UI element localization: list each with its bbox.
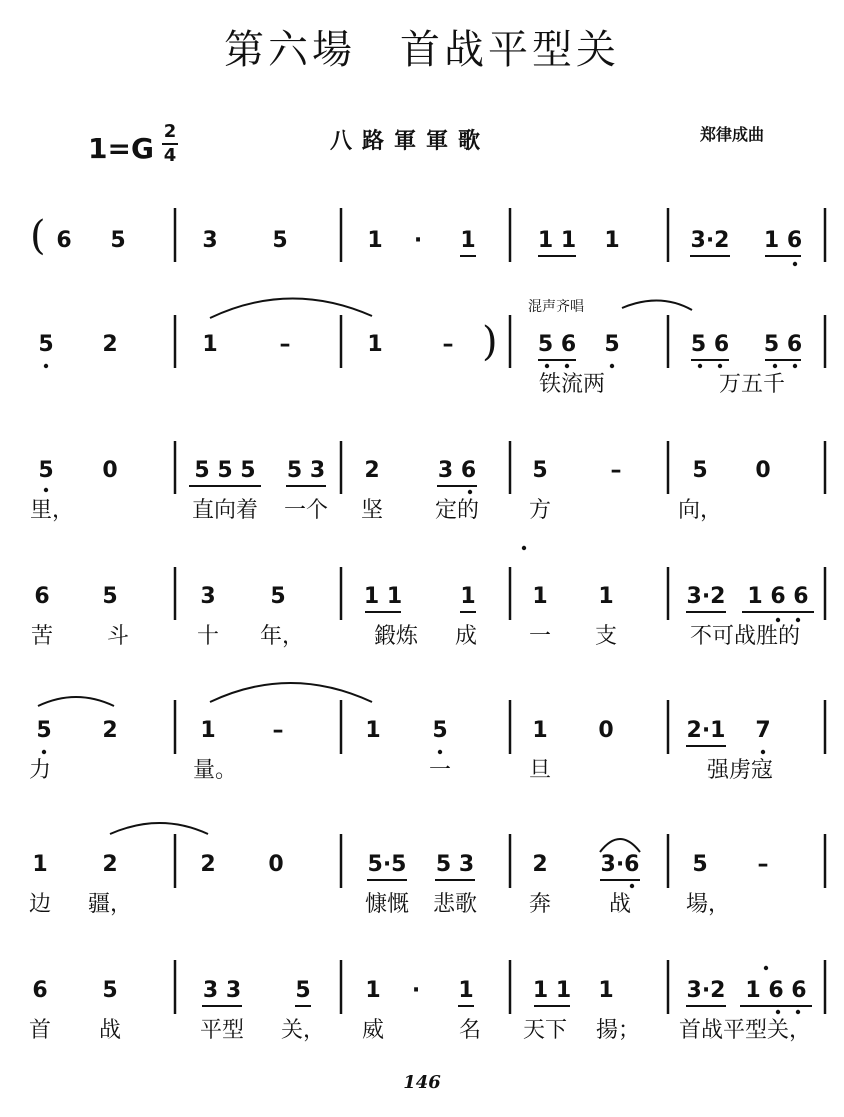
note: 1 [598, 978, 614, 1003]
lyric: 向， [677, 498, 723, 523]
dash: – [610, 458, 622, 483]
note: 5 [110, 228, 126, 253]
slur [600, 839, 640, 852]
slur [622, 300, 692, 310]
note: 1 [367, 332, 383, 357]
lyric: 旦 [528, 758, 552, 783]
slur [38, 697, 114, 706]
octave-dot [545, 364, 549, 368]
note: 1 [598, 584, 614, 609]
note: 5·5 [367, 852, 407, 877]
slur [210, 683, 372, 702]
song-title: 八路軍軍歌 [330, 129, 491, 154]
note: 1 [202, 332, 218, 357]
lyric: 一 [528, 624, 552, 649]
note: 5 3 [435, 852, 475, 877]
note: 1 6 6 [745, 978, 807, 1003]
lyric: 坚 [360, 498, 384, 523]
dot: · [413, 228, 423, 253]
dash: – [442, 332, 454, 357]
note: 3·2 [686, 584, 726, 609]
note: 7 [755, 718, 771, 743]
octave-dot [42, 750, 46, 754]
slur [210, 298, 372, 318]
note: 5 [692, 458, 708, 483]
note: 1 [532, 718, 548, 743]
note: 5 [432, 718, 448, 743]
note: 1 [460, 228, 476, 253]
lyric: 鍛炼 [373, 624, 419, 649]
note: 5 5 5 [194, 458, 256, 483]
lyric: 里， [29, 498, 75, 523]
note: 5 6 [690, 332, 730, 357]
octave-dot [773, 364, 777, 368]
lyric: 一 [428, 758, 452, 783]
note: 5 [38, 458, 54, 483]
lyric: 首 [28, 1018, 52, 1043]
octave-dot [793, 262, 797, 266]
lyric: 名 [458, 1018, 482, 1043]
note: 1 [460, 584, 476, 609]
lyric: 方 [528, 498, 552, 523]
lyric: 边 [28, 892, 52, 917]
lyric: 成 [454, 624, 478, 649]
note: 5 [604, 332, 620, 357]
lyric: 战 [98, 1018, 122, 1043]
note: 5 [295, 978, 311, 1003]
lyric: 場， [685, 892, 731, 917]
octave-dot [718, 364, 722, 368]
lyric: 战 [608, 892, 632, 917]
note: 1 1 [537, 228, 577, 253]
note: 5 6 [537, 332, 577, 357]
note: 1 [32, 852, 48, 877]
octave-dot [761, 750, 765, 754]
note: 1 6 [763, 228, 803, 253]
note: 6 [32, 978, 48, 1003]
note: 1 [365, 978, 381, 1003]
note: 5 [270, 584, 286, 609]
open-parenthesis: ( [30, 213, 46, 259]
lyric: 十 [196, 624, 220, 649]
lyric: 直向着 [191, 498, 259, 523]
dash: – [757, 852, 769, 877]
lyric: 天下 [522, 1018, 568, 1043]
dot: · [411, 978, 421, 1003]
note: 5 6 [763, 332, 803, 357]
lyric: 悲歌 [432, 892, 478, 917]
octave-dot [793, 364, 797, 368]
note: 5 [36, 718, 52, 743]
note: 0 [102, 458, 118, 483]
note: 3 [200, 584, 216, 609]
octave-dot [698, 364, 702, 368]
note: 1 [367, 228, 383, 253]
lyric: 奔 [528, 892, 552, 917]
lyric: 定的 [434, 498, 480, 523]
lyric: 首战平型关， [678, 1018, 812, 1043]
octave-dot [565, 364, 569, 368]
lyric: 平型 [199, 1018, 245, 1043]
lyric: 年， [259, 624, 305, 649]
note: 3 3 [202, 978, 242, 1003]
octave-dot [44, 364, 48, 368]
note: 2 [102, 852, 118, 877]
lyric: 斗 [106, 624, 130, 649]
octave-dot [776, 618, 780, 622]
note: 5 [102, 978, 118, 1003]
key-signature: 1=G [88, 132, 154, 165]
slur [110, 823, 208, 834]
note: 2 [200, 852, 216, 877]
lyric: 力 [28, 758, 52, 783]
octave-dot [44, 488, 48, 492]
note: 5 [272, 228, 288, 253]
note: 0 [598, 718, 614, 743]
lyric: 疆， [87, 892, 133, 917]
note: 5 [692, 852, 708, 877]
lyric: 关， [280, 1018, 326, 1043]
composer-credit: 郑律成曲 [700, 125, 765, 144]
performance-direction: 混声齐唱 [528, 299, 584, 315]
lyric: 万五千 [718, 372, 786, 397]
note: 1 [604, 228, 620, 253]
time-signature-bottom: 4 [163, 145, 177, 166]
octave-dot [522, 546, 526, 550]
lyric: 支 [594, 624, 618, 649]
note: 3·2 [686, 978, 726, 1003]
note: 2 [102, 718, 118, 743]
note: 2 [532, 852, 548, 877]
note: 1 1 [363, 584, 403, 609]
note: 1 1 [532, 978, 572, 1003]
note: 0 [755, 458, 771, 483]
note: 5 [38, 332, 54, 357]
octave-dot [610, 364, 614, 368]
octave-dot [468, 490, 472, 494]
octave-dot [630, 884, 634, 888]
note: 1 [458, 978, 474, 1003]
note: 1 [532, 584, 548, 609]
octave-dot [776, 1010, 780, 1014]
note: 1 [365, 718, 381, 743]
octave-dot [764, 966, 768, 970]
lyric: 苦 [30, 624, 54, 649]
dash: – [272, 718, 284, 743]
lyric: 一个 [283, 498, 329, 523]
note: 3 6 [437, 458, 477, 483]
note: 1 [200, 718, 216, 743]
octave-dot [796, 618, 800, 622]
lyric: 揚； [595, 1018, 641, 1043]
lyric: 铁流两 [538, 372, 606, 397]
lyric: 量。 [192, 758, 238, 783]
dash: – [279, 332, 291, 357]
time-signature-top: 2 [163, 121, 177, 142]
note: 2 [364, 458, 380, 483]
note: 5 [532, 458, 548, 483]
note: 0 [268, 852, 284, 877]
lyric: 强虏寇 [706, 758, 774, 783]
note: 1 6 6 [747, 584, 809, 609]
note: 3 [202, 228, 218, 253]
octave-dot [438, 750, 442, 754]
note: 3·2 [690, 228, 730, 253]
note: 3·6 [600, 852, 640, 877]
note: 6 [34, 584, 50, 609]
page-title: 第六場 首战平型关 [224, 27, 620, 73]
note: 6 [56, 228, 72, 253]
lyric: 威 [361, 1018, 385, 1043]
note: 5 [102, 584, 118, 609]
note: 2·1 [686, 718, 726, 743]
note: 2 [102, 332, 118, 357]
close-parenthesis: ) [482, 319, 498, 365]
page-number: 146 [403, 1072, 441, 1093]
lyric: 慷慨 [364, 892, 410, 917]
lyric: 不可战胜的 [689, 624, 801, 649]
note: 5 3 [286, 458, 326, 483]
octave-dot [796, 1010, 800, 1014]
